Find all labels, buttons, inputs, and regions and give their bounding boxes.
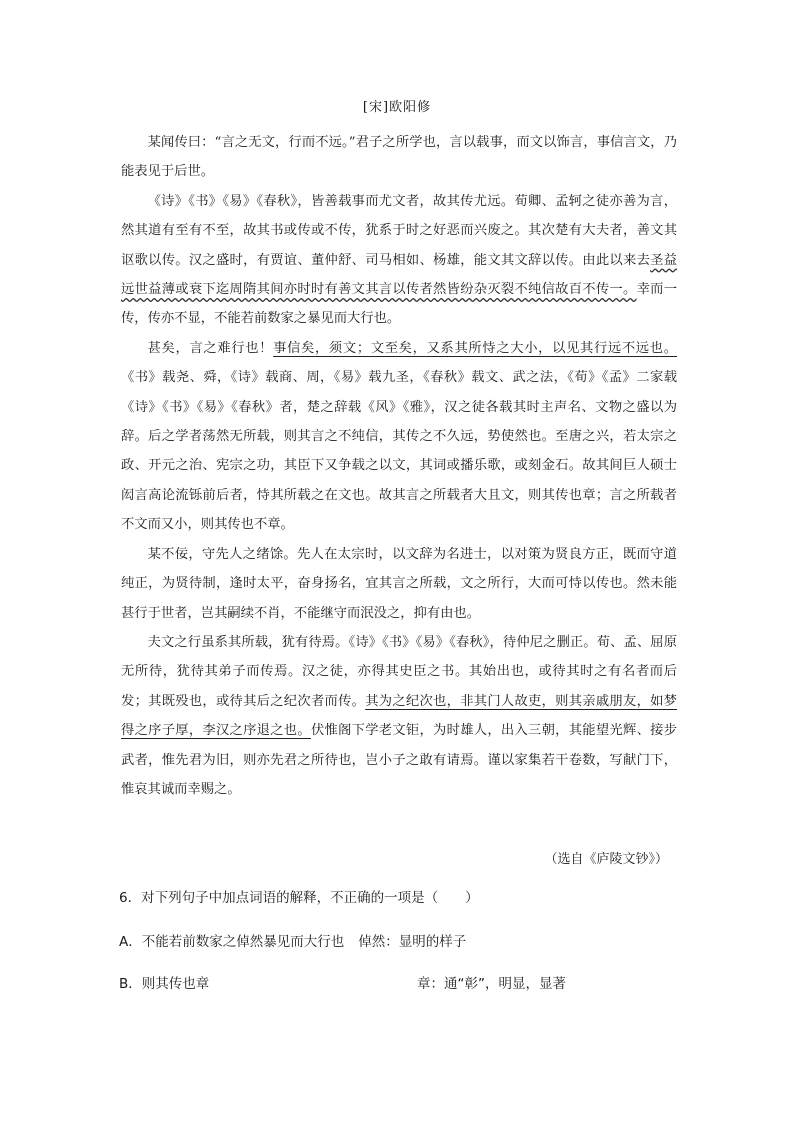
paragraph-text: 某闻传曰：“言之无文，行而不远。”君子之所学也，言以载事，而文以饰言，事信言文，乃能表见于后世。 bbox=[121, 135, 677, 180]
paragraph-5 bbox=[121, 628, 677, 804]
paragraph-3 bbox=[121, 334, 677, 540]
paragraph-text: 夫文之行虽系其所载，犹有待焉。《诗》《书》《易》《春秋》，待仲尼之删正。荀、孟、屈原无所待，犹待其弟子而传焉。汉之徒，亦得其史臣之书。其始出也，或待其时之有名者而后发；其既殁也，或待其后之纪次者而传。 bbox=[121, 634, 677, 709]
question-stem: 6．对下列句子中加点词语的解释，不正确的一项是（ ） bbox=[119, 890, 479, 906]
paragraph-2 bbox=[121, 187, 677, 334]
option-b bbox=[119, 972, 679, 992]
paragraph-text: 某不佞，守先人之绪馀。先人在太宗时，以文辞为名进士，以对策为贤良方正，既而守道纯正，为贤待制，逢时太平，奋身扬名，宜其言之所载，文之所行，大而可恃以传也。然未能甚行于世者，岂其嗣续不肖，不能继守而泯没之，抑有由也。 bbox=[121, 546, 677, 621]
option-b-gloss: 章：通“彰”，明显，显著 bbox=[417, 976, 566, 992]
wavy-underlined-sentence: 圣益远世益薄或衰下迄周隋其间亦时时有善文其言以传者然皆纷杂灭裂不纯信故百不传一。 bbox=[121, 252, 678, 298]
paragraph-text: 《书》载尧、舜，《诗》载商、周，《易》载九圣，《春秋》载文、武之法，《荀》《孟》二家载《诗》《书》《易》《春秋》者，楚之辞载《风》《雅》，汉之徒各载其时主声名、文物之盛以为辞。后之学者荡然无所载，则其言之不纯信，其传之不久远，势使然也。至唐之兴，若太宗之政、开元之治、宪宗之功，其臣下又争载之以文，其词或播乐歌，或刻金石。故其间巨人硕士闳言高论流铄前后者，恃其所载之在文也。故其言之所载者大且文，则其传也章；言之所载者不文而又小，则其传也不章。 bbox=[121, 370, 677, 533]
passage bbox=[121, 128, 677, 804]
source-citation: （选自《庐陵文钞》） bbox=[544, 852, 668, 867]
paragraph-text: 甚矣，言之难行也！ bbox=[147, 340, 274, 356]
paragraph-4 bbox=[121, 540, 677, 628]
underlined-sentence: 其为之纪次也，非其门人故吏，则其亲戚朋友，如梦得之序子厚，李汉之序退之也。 bbox=[121, 693, 678, 739]
paragraph-text: 幸而一传，传亦不显，不能若前数家之暴见而大行也。 bbox=[121, 282, 678, 327]
paragraph-1 bbox=[121, 128, 677, 187]
author-line: [宋]欧阳修 bbox=[362, 100, 432, 115]
paragraph-text: 伏惟阁下学老文钜，为时雄人，出入三朝，其能望光辉、接步武者，惟先君为旧，则亦先君之所待也，岂小子之敢有请焉。谨以家集若干卷数，写献门下，惟哀其诚而幸赐之。 bbox=[121, 723, 678, 797]
underlined-sentence: 事信矣，须文；文至矣，又系其所恃之大小，以见其行远不远也。 bbox=[273, 340, 678, 356]
option-a bbox=[119, 930, 679, 950]
option-b-text: B．则其传也章 bbox=[119, 976, 210, 992]
option-a-text: A．不能若前数家之倬然暴见而大行也 bbox=[119, 934, 345, 950]
paragraph-text: 《诗》《书》《易》《春秋》，皆善载事而尤文者，故其传尤远。荀卿、孟轲之徒亦善为言，然其道有至有不至，故其书或传或不传，犹系于时之好恶而兴废之。其次楚有大夫者，善文其讴歌以传。汉之盛时，有贾谊、董仲舒、司马相如、杨雄，能文其文辞以传。由此以来去 bbox=[121, 193, 677, 268]
option-a-gloss: 倬然：显明的样子 bbox=[358, 934, 467, 950]
